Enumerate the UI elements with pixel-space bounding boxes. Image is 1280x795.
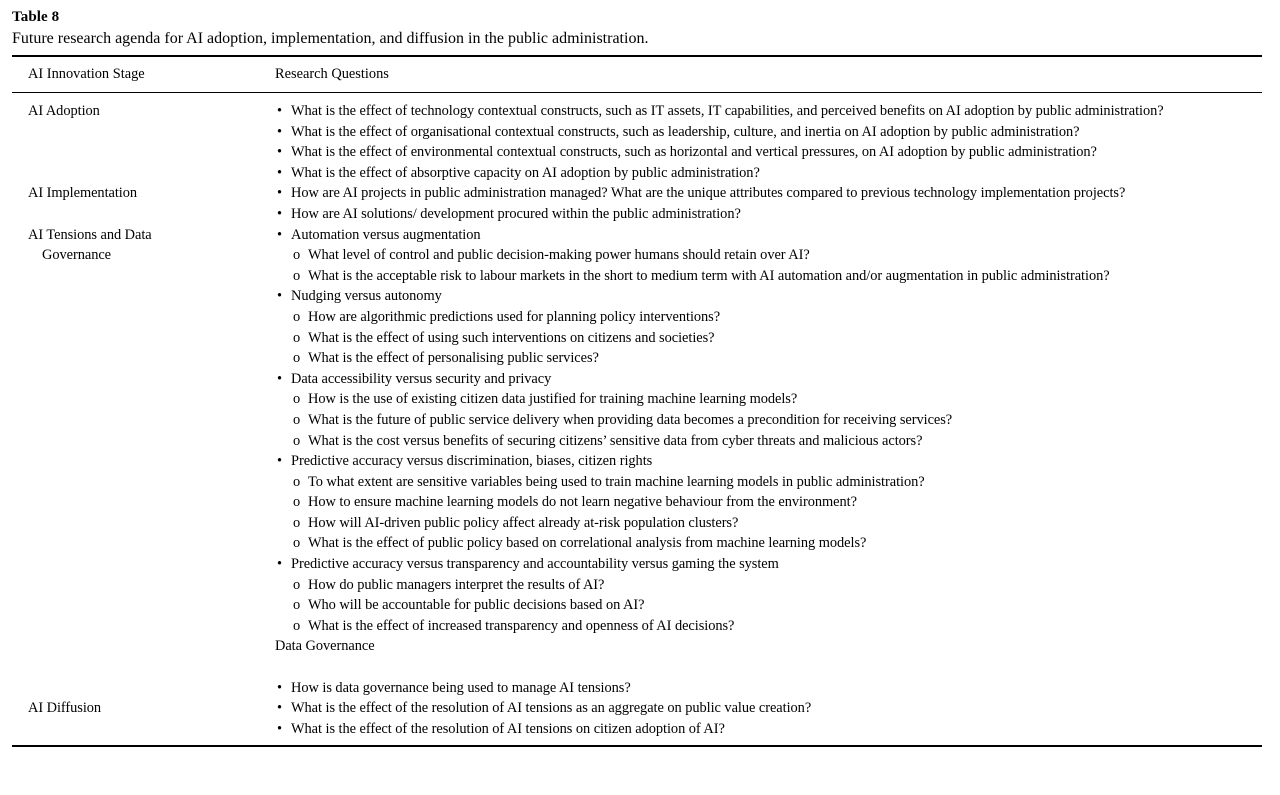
column-header-stage: AI Innovation Stage (28, 66, 145, 82)
questions-cell (275, 101, 1262, 183)
bullet-marker: • (277, 103, 282, 119)
bullet-marker: • (277, 185, 282, 202)
sub-bullet-marker: o (293, 329, 301, 346)
sub-question-item (275, 533, 1258, 554)
sub-bullet-marker: o (293, 267, 301, 284)
stage-cell (12, 698, 275, 739)
column-header-questions: Research Questions (275, 66, 389, 82)
question-text: To what extent are sensitive variables being used to train machine learning models in public administration? (308, 473, 925, 490)
stage-cell (12, 101, 275, 183)
question-item (275, 554, 1258, 575)
stage-cell (12, 183, 275, 224)
question-text: Data accessibility versus security and privacy (291, 370, 552, 387)
bullet-marker: • (277, 288, 282, 305)
sub-question-item (275, 513, 1258, 534)
stage-label: AI Implementation (28, 185, 138, 202)
questions-cell (275, 225, 1262, 699)
question-text: What is the effect of increased transparency and openness of AI decisions? (308, 617, 735, 634)
table-description: Future research agenda for AI adoption, implementation, and diffusion in the public administration. (12, 30, 649, 47)
stage-label: Governance (42, 247, 112, 264)
sub-bullet-marker: o (293, 514, 301, 531)
bullet-marker: • (277, 144, 282, 161)
bullet-marker: • (277, 226, 282, 243)
bullet-marker: • (277, 205, 282, 222)
stage-cell (12, 225, 275, 699)
question-text: What is the effect of the resolution of AI tensions on citizen adoption of AI? (291, 720, 725, 737)
question-text: What is the effect of public policy based on correlational analysis from machine learning models? (308, 535, 867, 552)
question-item (275, 369, 1258, 390)
sub-bullet-marker: o (293, 597, 301, 614)
bullet-marker: • (277, 720, 282, 737)
question-text: Nudging versus autonomy (291, 288, 442, 305)
sub-question-item (275, 307, 1258, 328)
sub-question-item (275, 245, 1258, 266)
question-text: What is the effect of technology contextual constructs, such as IT assets, IT capabilities, and perceived benefits on AI adoption by public administration? (291, 103, 1164, 119)
stage-label: AI Tensions and Data (28, 226, 152, 243)
table-header-row (12, 57, 1262, 93)
table-caption (12, 7, 1262, 50)
sub-question-item (275, 431, 1258, 452)
question-item (275, 163, 1258, 184)
question-text: How are algorithmic predictions used for planning policy interventions? (308, 308, 721, 325)
question-item (275, 698, 1258, 719)
question-text: How are AI projects in public administration managed? What are the unique attributes compared to previous technology implementation projects? (291, 185, 1126, 202)
table-number: Table 8 (12, 9, 60, 25)
question-item (275, 142, 1258, 163)
sub-bullet-marker: o (293, 411, 301, 428)
sub-bullet-marker: o (293, 432, 301, 449)
sub-bullet-marker: o (293, 247, 301, 264)
sub-question-item (275, 410, 1258, 431)
table-row (12, 698, 1262, 739)
sub-bullet-marker: o (293, 535, 301, 552)
bullet-marker: • (277, 453, 282, 470)
sub-bullet-marker: o (293, 473, 301, 490)
question-text: Data Governance (275, 638, 375, 655)
question-text: Who will be accountable for public decisions based on AI? (308, 597, 645, 614)
sub-bullet-marker: o (293, 494, 301, 511)
bullet-marker: • (277, 123, 282, 140)
sub-question-item (275, 472, 1258, 493)
table-row (12, 101, 1262, 183)
spacer-line (275, 657, 1258, 678)
question-text: How is data governance being used to manage AI tensions? (291, 679, 631, 696)
questions-cell (275, 183, 1262, 224)
sub-bullet-marker: o (293, 391, 301, 408)
sub-bullet-marker: o (293, 350, 301, 367)
question-text: What is the effect of the resolution of AI tensions as an aggregate on public value creation? (291, 700, 812, 717)
sub-question-item (275, 266, 1258, 287)
question-item (275, 122, 1258, 143)
table-body (12, 93, 1262, 745)
question-text: What is the effect of using such interventions on citizens and societies? (308, 329, 715, 346)
sub-bullet-marker: o (293, 308, 301, 325)
table-row (12, 225, 1262, 699)
question-text: What is the effect of personalising public services? (308, 350, 599, 367)
question-text: What is the acceptable risk to labour markets in the short to medium term with AI automation and/or augmentation in public administration? (308, 267, 1110, 284)
bullet-marker: • (277, 679, 282, 696)
sub-question-item (275, 348, 1258, 369)
sub-bullet-marker: o (293, 576, 301, 593)
question-text: What is the future of public service delivery when providing data becomes a precondition for receiving services? (308, 411, 953, 428)
questions-cell (275, 698, 1262, 739)
question-text: Automation versus augmentation (291, 226, 481, 243)
sub-question-item (275, 389, 1258, 410)
question-text: What is the effect of organisational contextual constructs, such as leadership, culture, and inertia on AI adoption by public administration? (291, 123, 1080, 140)
bullet-marker: • (277, 164, 282, 181)
sub-question-item (275, 595, 1258, 616)
stage-label: AI Adoption (28, 103, 100, 119)
question-item (275, 451, 1258, 472)
question-text: What is the effect of absorptive capacity on AI adoption by public administration? (291, 164, 760, 181)
question-item (275, 286, 1258, 307)
research-agenda-table (12, 55, 1262, 747)
bullet-marker: • (277, 370, 282, 387)
question-text: Predictive accuracy versus discrimination, biases, citizen rights (291, 453, 653, 470)
question-item (275, 678, 1258, 699)
question-item (275, 183, 1258, 204)
question-text: How will AI-driven public policy affect already at-risk population clusters? (308, 514, 739, 531)
table-row (12, 183, 1262, 224)
question-text: How to ensure machine learning models do not learn negative behaviour from the environment? (308, 494, 857, 511)
question-text: Predictive accuracy versus transparency and accountability versus gaming the system (291, 556, 779, 573)
question-text: What level of control and public decision-making power humans should retain over AI? (308, 247, 810, 264)
sub-question-item (275, 575, 1258, 596)
question-text: How are AI solutions/ development procured within the public administration? (291, 205, 741, 222)
stage-label: AI Diffusion (28, 700, 102, 717)
sub-question-item (275, 492, 1258, 513)
sub-question-item (275, 616, 1258, 637)
question-item (275, 204, 1258, 225)
sub-question-item (275, 328, 1258, 349)
question-item (275, 719, 1258, 740)
question-text: How do public managers interpret the results of AI? (308, 576, 605, 593)
bullet-marker: • (277, 700, 282, 717)
sub-bullet-marker: o (293, 617, 301, 634)
question-text: What is the effect of environmental contextual constructs, such as horizontal and vertical pressures, on AI adoption by public administration? (291, 144, 1097, 161)
subsection-label (275, 636, 1258, 657)
question-text: What is the cost versus benefits of securing citizens’ sensitive data from cyber threats and malicious actors? (308, 432, 923, 449)
question-text: How is the use of existing citizen data justified for training machine learning models? (308, 391, 798, 408)
question-item (275, 101, 1258, 122)
question-item (275, 225, 1258, 246)
bullet-marker: • (277, 556, 282, 573)
